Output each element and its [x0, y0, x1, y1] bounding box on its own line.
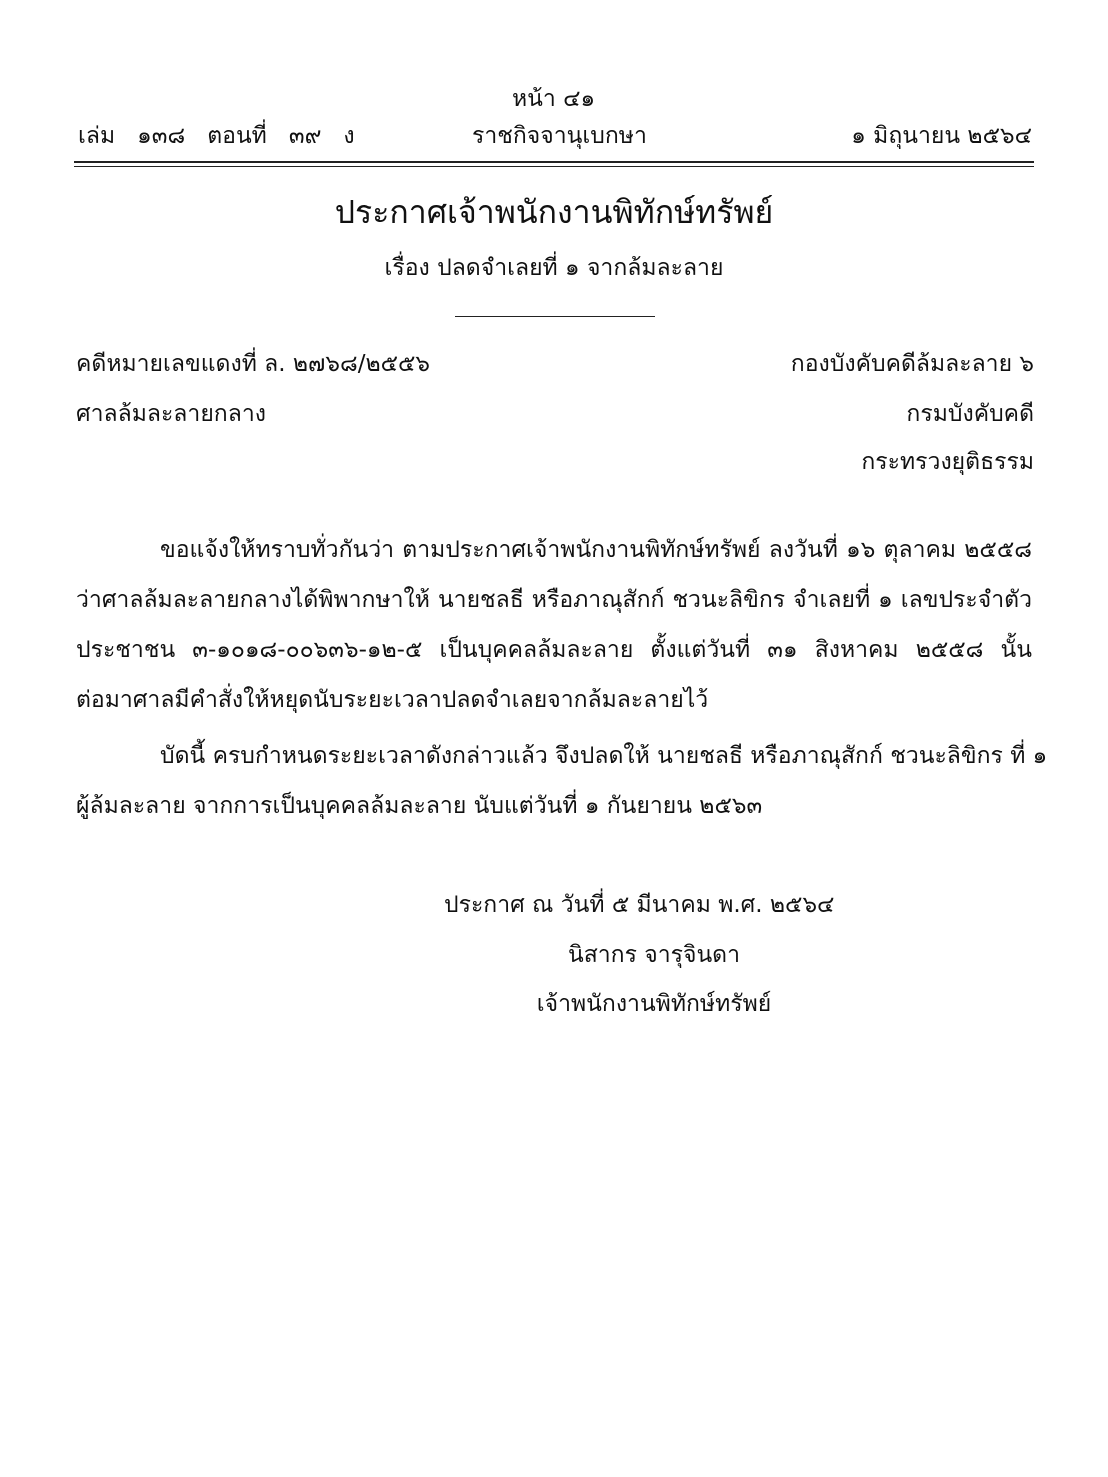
- announcement-title: ประกาศเจ้าพนักงานพิทักษ์ทรัพย์: [334, 193, 774, 231]
- body-paragraph-1-line-1: ขอแจ้งให้ทราบทั่วกันว่า ตามประกาศเจ้าพนักงานพิทักษ์ทรัพย์ ลงวันที่ ๑๖ ตุลาคม ๒๕๕๘: [160, 537, 1032, 563]
- case-number: คดีหมายเลขแดงที่ ล. ๒๗๖๘/๒๕๕๖: [76, 351, 431, 377]
- signature-date: ประกาศ ณ วันที่ ๕ มีนาคม พ.ศ. ๒๕๖๔: [444, 892, 835, 918]
- title-divider: [455, 316, 655, 317]
- volume-number: ๑๓๘: [137, 123, 186, 149]
- section-label: ตอนที่: [207, 123, 267, 149]
- body-paragraph-1-line-4: ต่อมาศาลมีคำสั่งให้หยุดนับระยะเวลาปลดจำเลยจากล้มละลายไว้: [76, 687, 709, 713]
- announcement-subject: เรื่อง ปลดจำเลยที่ ๑ จากล้มละลาย: [384, 255, 724, 281]
- section-number: ๓๙: [288, 123, 322, 149]
- body-paragraph-2-line-1: บัดนี้ ครบกำหนดระยะเวลาดังกล่าวแล้ว จึงปลดให้ นายชลธี หรือภาณุสักก์ ชวนะลิขิกร ที่ ๑: [160, 743, 1048, 769]
- body-paragraph-2-line-2: ผู้ล้มละลาย จากการเป็นบุคคลล้มละลาย นับแต่วันที่ ๑ กันยายน ๒๕๖๓: [76, 793, 763, 819]
- gazette-name: ราชกิจจานุเบกษา: [472, 123, 647, 149]
- body-paragraph-1-line-3: ประชาชน ๓-๑๐๑๘-๐๐๖๓๖-๑๒-๕ เป็นบุคคลล้มละลาย ตั้งแต่วันที่ ๓๑ สิงหาคม ๒๕๕๘ นั้น: [76, 637, 1032, 663]
- office-division: กองบังคับคดีล้มละลาย ๖: [790, 351, 1034, 377]
- court-name: ศาลล้มละลายกลาง: [76, 401, 266, 427]
- office-ministry: กระทรวงยุติธรรม: [861, 449, 1034, 475]
- body-paragraph-1-line-2: ว่าศาลล้มละลายกลางได้พิพากษาให้ นายชลธี หรือภาณุสักก์ ชวนะลิขิกร จำเลยที่ ๑ เลขประจำตัว: [76, 587, 1032, 613]
- section-type: ง: [343, 123, 355, 149]
- header-rule: [74, 161, 1034, 163]
- signatory-name: นิสากร จารุจินดา: [567, 942, 741, 968]
- issue-date: ๑ มิถุนายน ๒๕๖๔: [851, 123, 1032, 149]
- volume-label: เล่ม: [78, 123, 116, 149]
- page-number: หน้า ๔๑: [512, 86, 596, 112]
- signatory-position: เจ้าพนักงานพิทักษ์ทรัพย์: [536, 991, 772, 1017]
- office-department: กรมบังคับคดี: [906, 401, 1034, 427]
- header-rule-thin: [74, 166, 1034, 167]
- volume-section-line: [78, 121, 377, 151]
